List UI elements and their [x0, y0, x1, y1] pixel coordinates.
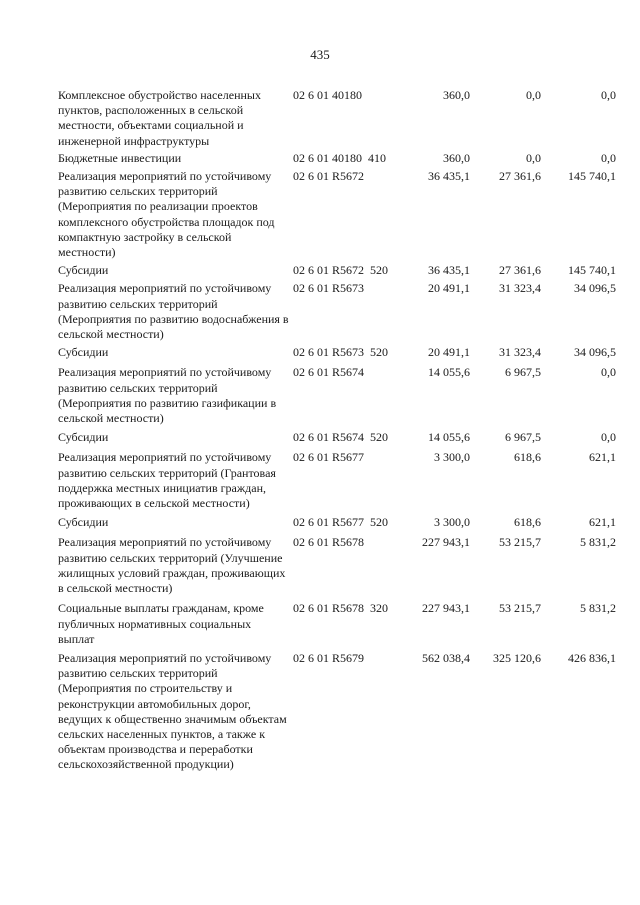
- row-code: 02 6 01 R5677 520: [293, 515, 389, 530]
- row-code: 02 6 01 R5674 520: [293, 430, 389, 445]
- row-name: Субсидии: [58, 515, 109, 530]
- row-value-1: 36 435,1: [428, 169, 470, 184]
- row-code: 02 6 01 R5674: [293, 365, 365, 380]
- row-value-2: 53 215,7: [499, 535, 541, 550]
- row-value-1: 3 300,0: [434, 450, 470, 465]
- row-name: Реализация мероприятий по устойчивому развитию сельских территорий (Мероприятия по развитию водоснабжения в сельской местности): [58, 281, 289, 342]
- row-value-1: 3 300,0: [434, 515, 470, 530]
- page-number: 435: [310, 47, 330, 62]
- row-value-3: 5 831,2: [580, 601, 616, 616]
- row-value-3: 0,0: [601, 150, 616, 165]
- row-code: 02 6 01 R5677: [293, 450, 365, 465]
- row-value-3: 34 096,5: [574, 345, 616, 360]
- row-code: 02 6 01 40180 410: [293, 150, 386, 165]
- row-code: 02 6 01 R5673 520: [293, 345, 389, 360]
- row-code: 02 6 01 R5678: [293, 535, 365, 550]
- row-value-2: 0,0: [526, 88, 541, 102]
- row-code: 02 6 01 R5673: [293, 281, 365, 296]
- row-value-2: 53 215,7: [499, 601, 541, 616]
- row-name: Реализация мероприятий по устойчивому развитию сельских территорий (Мероприятия по строительству и реконструкции автомобильных дорог, ведущих к общественно значимым объектам сельских населенных пунктов, а также к объектам производства и переработки сельскохозяйственной продукции): [58, 650, 287, 772]
- row-value-3: 145 740,1: [568, 169, 616, 184]
- row-value-1: 360,0: [443, 88, 470, 102]
- row-name: Субсидии: [58, 345, 109, 360]
- row-value-2: 31 323,4: [499, 345, 541, 360]
- row-value-1: 20 491,1: [428, 281, 470, 296]
- row-value-1: 36 435,1: [428, 263, 470, 278]
- row-value-2: 6 967,5: [505, 430, 541, 445]
- row-value-2: 618,6: [514, 450, 541, 465]
- row-value-1: 227 943,1: [422, 601, 470, 616]
- table-row: [58, 430, 618, 445]
- row-name: Комплексное обустройство населенных пунктов, расположенных в сельской местности, объектами социальной и инженерной инфраструктуры: [58, 88, 261, 148]
- row-name: Реализация мероприятий по устойчивому развитию сельских территорий (Грантовая поддержка местных инициатив граждан, проживающих в сельской местности): [58, 450, 276, 511]
- row-value-3: 0,0: [601, 430, 616, 445]
- row-code: 02 6 01 40180: [293, 88, 362, 102]
- row-value-3: 145 740,1: [568, 263, 616, 278]
- row-name: Субсидии: [58, 430, 109, 445]
- row-name: Субсидии: [58, 263, 109, 278]
- row-value-2: 31 323,4: [499, 281, 541, 296]
- table-row: [58, 365, 618, 426]
- row-name: Социальные выплаты гражданам, кроме публичных нормативных социальных выплат: [58, 601, 264, 646]
- row-name: Реализация мероприятий по устойчивому развитию сельских территорий (Мероприятия по реализации проектов комплексного обустройства площадок под компактную застройку в сельской местности): [58, 169, 275, 260]
- row-name: Реализация мероприятий по устойчивому развитию сельских территорий (Улучшение жилищных условий граждан, проживающих в сельской местности): [58, 535, 286, 596]
- row-value-1: 14 055,6: [428, 365, 470, 380]
- table-row: [58, 450, 618, 511]
- row-code: 02 6 01 R5678 320: [293, 601, 389, 616]
- row-value-3: 5 831,2: [580, 535, 616, 550]
- row-value-1: 227 943,1: [422, 535, 470, 550]
- table-row: [58, 263, 618, 278]
- row-value-2: 325 120,6: [493, 650, 541, 665]
- row-value-1: 14 055,6: [428, 430, 470, 445]
- row-name: Реализация мероприятий по устойчивому развитию сельских территорий (Мероприятия по развитию газификации в сельской местности): [58, 365, 277, 426]
- row-value-1: 360,0: [443, 150, 470, 165]
- row-value-3: 0,0: [601, 88, 616, 102]
- row-value-2: 27 361,6: [499, 263, 541, 278]
- table-row: [58, 601, 618, 647]
- table-row: [58, 515, 618, 530]
- row-value-3: 34 096,5: [574, 281, 616, 296]
- row-value-2: 27 361,6: [499, 169, 541, 184]
- table-row: [58, 651, 618, 773]
- row-value-1: 20 491,1: [428, 345, 470, 360]
- row-code: 02 6 01 R5672: [293, 169, 365, 184]
- row-value-3: 621,1: [589, 515, 616, 530]
- row-value-1: 562 038,4: [422, 650, 470, 665]
- row-value-2: 0,0: [526, 150, 541, 165]
- table-row: [58, 169, 618, 260]
- budget-table: [58, 88, 618, 775]
- row-code: 02 6 01 R5679: [293, 650, 365, 665]
- row-value-3: 621,1: [589, 450, 616, 465]
- table-row: [58, 88, 618, 149]
- row-name: Бюджетные инвестиции: [58, 150, 182, 165]
- row-value-2: 6 967,5: [505, 365, 541, 380]
- row-value-2: 618,6: [514, 515, 541, 530]
- row-code: 02 6 01 R5672 520: [293, 263, 389, 278]
- table-row: [58, 345, 618, 360]
- table-row: [58, 535, 618, 596]
- table-row: [58, 281, 618, 342]
- table-row: [58, 151, 618, 166]
- row-value-3: 0,0: [601, 365, 616, 380]
- row-value-3: 426 836,1: [568, 650, 616, 665]
